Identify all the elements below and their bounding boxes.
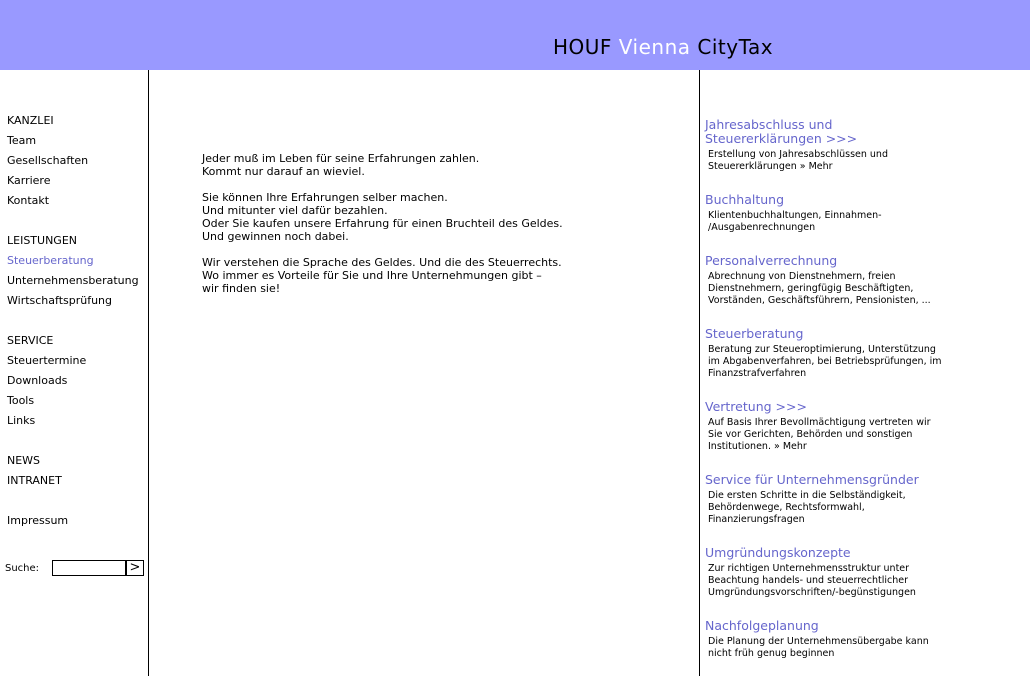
- brand-vienna: Vienna: [618, 35, 691, 59]
- desc-line: Umgründungsvorschriften/-begünstigungen: [708, 587, 916, 598]
- desc-line: Behördenwege, Rechtsformwahl,: [708, 502, 865, 513]
- desc-line: Klientenbuchhaltungen, Einnahmen-: [708, 210, 882, 221]
- desc-line: Finanzstrafverfahren: [708, 368, 807, 379]
- service-steuerberatung: [705, 327, 1025, 380]
- desc-line: /Ausgabenrechnungen: [708, 222, 816, 233]
- header-bar: [0, 0, 1030, 70]
- text-line: Und mitunter viel dafür bezahlen.: [202, 204, 388, 217]
- desc-line: Zur richtigen Unternehmensstruktur unter: [708, 563, 910, 574]
- title-line: Jahresabschluss und: [705, 117, 833, 132]
- service-description: [705, 490, 1025, 526]
- desc-line: Institutionen. » Mehr: [708, 441, 807, 452]
- intro-paragraph: [202, 191, 662, 243]
- service-title-link[interactable]: Buchhaltung: [705, 192, 785, 207]
- nav-impressum[interactable]: Impressum: [7, 514, 69, 527]
- service-umgruendungskonzepte: [705, 546, 1025, 599]
- service-description: [705, 344, 1025, 380]
- text-line: Jeder muß im Leben für seine Erfahrungen zahlen.: [202, 152, 480, 165]
- service-title-link[interactable]: Personalverrechnung: [705, 253, 838, 268]
- desc-line: Steuererklärungen » Mehr: [708, 161, 833, 172]
- intro-paragraph: [202, 256, 662, 295]
- service-description: [705, 149, 1025, 173]
- nav-leistungen[interactable]: LEISTUNGEN: [7, 234, 78, 247]
- nav-news[interactable]: NEWS: [7, 454, 41, 467]
- intro-text: [202, 152, 662, 308]
- service-description: [705, 417, 1025, 453]
- desc-line: Vorständen, Geschäftsführern, Pensionisten, ...: [708, 295, 931, 306]
- search-input[interactable]: [52, 560, 126, 576]
- service-vertretung: [705, 400, 1025, 453]
- service-description: [705, 636, 1025, 660]
- left-divider: [148, 70, 149, 676]
- desc-line: Auf Basis Ihrer Bevollmächtigung vertreten wir: [708, 417, 931, 428]
- text-line: Wir verstehen die Sprache des Geldes. Und die des Steuerrechts.: [202, 256, 562, 269]
- desc-line: Beratung zur Steueroptimierung, Unterstützung: [708, 344, 936, 355]
- service-title-link[interactable]: [705, 118, 1025, 146]
- service-description: [705, 271, 1025, 307]
- title-line: Steuererklärungen >>>: [705, 131, 858, 146]
- text-line: Oder Sie kaufen unsere Erfahrung für einen Bruchteil des Geldes.: [202, 217, 563, 230]
- desc-line: Die Planung der Unternehmensübergabe kann: [708, 636, 929, 647]
- nav-unternehmensberatung[interactable]: Unternehmensberatung: [7, 274, 139, 287]
- nav-wirtschaftspruefung[interactable]: Wirtschaftsprüfung: [7, 294, 113, 307]
- desc-line: Finanzierungsfragen: [708, 514, 805, 525]
- right-divider: [699, 70, 700, 676]
- nav-team[interactable]: Team: [7, 134, 37, 147]
- desc-line: Beachtung handels- und steuerrechtlicher: [708, 575, 909, 586]
- nav-steuertermine[interactable]: Steuertermine: [7, 354, 87, 367]
- desc-line: nicht früh genug beginnen: [708, 648, 835, 659]
- service-buchhaltung: [705, 193, 1025, 234]
- nav-kanzlei[interactable]: KANZLEI: [7, 114, 54, 127]
- service-nachfolgeplanung: [705, 619, 1025, 660]
- nav-kontakt[interactable]: Kontakt: [7, 194, 50, 207]
- brand-houf: HOUF: [553, 35, 612, 59]
- desc-line: Dienstnehmern, geringfügig Beschäftigten,: [708, 283, 914, 294]
- search-label: Suche:: [5, 563, 40, 574]
- nav-gesellschaften[interactable]: Gesellschaften: [7, 154, 89, 167]
- service-personalverrechnung: [705, 254, 1025, 307]
- service-title-link[interactable]: Vertretung >>>: [705, 399, 807, 414]
- service-title-link[interactable]: Steuerberatung: [705, 326, 804, 341]
- brand-citytax: CityTax: [697, 35, 774, 59]
- text-line: wir finden sie!: [202, 282, 281, 295]
- service-title-link[interactable]: Umgründungskonzepte: [705, 545, 851, 560]
- service-description: [705, 210, 1025, 234]
- desc-line: Die ersten Schritte in die Selbständigkeit,: [708, 490, 906, 501]
- desc-line: im Abgabenverfahren, bei Betriebsprüfungen, im: [708, 356, 942, 367]
- text-line: Wo immer es Vorteile für Sie und Ihre Unternehmungen gibt –: [202, 269, 542, 282]
- nav-tools[interactable]: Tools: [7, 394, 35, 407]
- desc-line: Abrechnung von Dienstnehmern, freien: [708, 271, 896, 282]
- service-jahresabschluss: [705, 118, 1025, 173]
- brand-logo: [553, 35, 773, 59]
- nav-steuerberatung[interactable]: Steuerberatung: [7, 254, 94, 267]
- nav-karriere[interactable]: Karriere: [7, 174, 51, 187]
- nav-intranet[interactable]: INTRANET: [7, 474, 62, 487]
- service-title-link[interactable]: Nachfolgeplanung: [705, 618, 819, 633]
- text-line: Kommt nur darauf an wieviel.: [202, 165, 365, 178]
- intro-paragraph: [202, 152, 662, 178]
- desc-line: Sie vor Gerichten, Behörden und sonstigen: [708, 429, 913, 440]
- service-unternehmensgruender: [705, 473, 1025, 526]
- text-line: Und gewinnen noch dabei.: [202, 230, 349, 243]
- desc-line: Erstellung von Jahresabschlüssen und: [708, 149, 888, 160]
- search-submit-button[interactable]: >: [126, 560, 144, 576]
- nav-links[interactable]: Links: [7, 414, 36, 427]
- service-description: [705, 563, 1025, 599]
- text-line: Sie können Ihre Erfahrungen selber machen.: [202, 191, 448, 204]
- nav-service[interactable]: SERVICE: [7, 334, 54, 347]
- nav-downloads[interactable]: Downloads: [7, 374, 68, 387]
- service-title-link[interactable]: Service für Unternehmensgründer: [705, 472, 919, 487]
